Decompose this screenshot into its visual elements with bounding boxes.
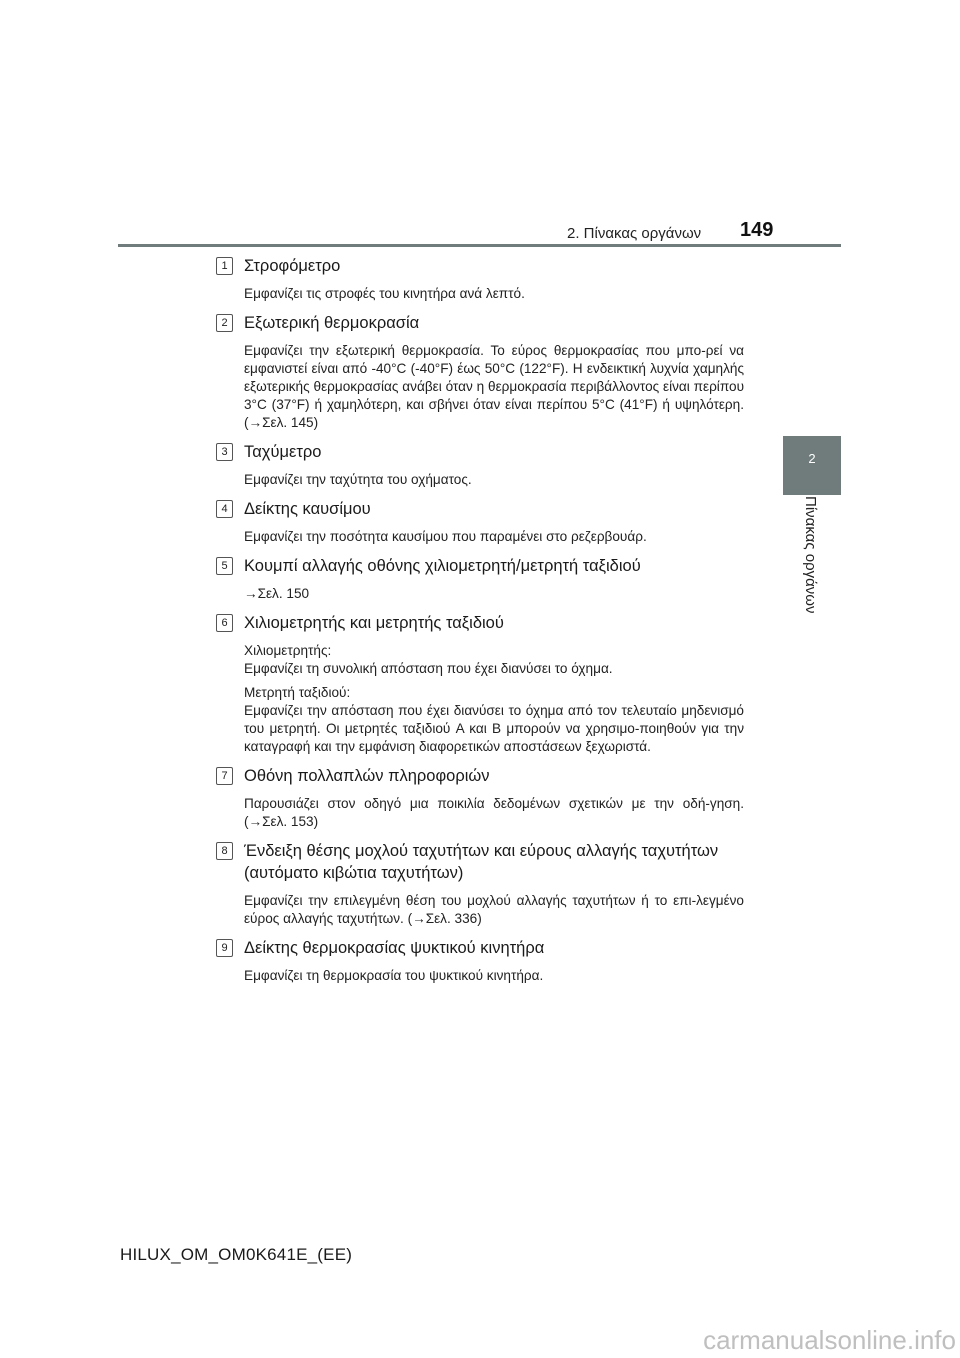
item-number-badge: 9: [216, 939, 233, 957]
description-paragraph: Εμφανίζει την ταχύτητα του οχήματος.: [244, 472, 472, 487]
item-title: Χιλιομετρητής και μετρητής ταξιδιού: [244, 614, 504, 632]
list-item: [216, 312, 744, 432]
item-number-badge: 4: [216, 500, 233, 518]
chapter-tab: [783, 436, 841, 495]
item-heading: [216, 937, 744, 959]
item-heading: [216, 255, 744, 277]
item-description: [244, 471, 744, 489]
item-number-badge: 1: [216, 257, 233, 275]
description-paragraph: Εμφανίζει τις στροφές του κινητήρα ανά λεπτό.: [244, 286, 525, 301]
item-title: Εξωτερική θερμοκρασία: [244, 314, 420, 332]
watermark: carmanualsonline.info: [703, 1325, 956, 1355]
item-number-badge: 7: [216, 767, 233, 785]
item-description: [244, 528, 744, 546]
list-item: [216, 840, 744, 928]
chapter-side-label: Πίνακας οργάνων: [802, 496, 819, 614]
item-title: Στροφόμετρο: [244, 257, 341, 275]
description-paragraph: Εμφανίζει την εξωτερική θερμοκρασία. Το εύρος θερμοκρασίας που μπο-ρεί να εμφανιστεί είναι από -40°C (-40°F) έως 50°C (122°F). Η ενδεικτική λυχνία χαμηλής εξωτερικής θερμοκρασίας ανάβει όταν η θερμοκρασία περιβάλλοντος είναι περίπου 3°C (37°F) ή χαμηλότερη, και σβήνει όταν είναι περίπου 5°C (41°F) ή υψηλότερη. (→Σελ. 145): [244, 343, 744, 430]
item-heading: [216, 441, 744, 463]
item-heading: [216, 765, 744, 787]
item-number-badge: 2: [216, 314, 233, 332]
item-heading: [216, 840, 744, 884]
item-number-badge: 8: [216, 842, 233, 860]
item-title: Ένδειξη θέσης μοχλού ταχυτήτων και εύρους αλλαγής ταχυτήτων (αυτόματο κιβώτια ταχυτήτων): [244, 842, 719, 882]
item-description: [244, 967, 744, 985]
item-description: [244, 585, 744, 603]
item-number-badge: 3: [216, 443, 233, 461]
page-number: 149: [740, 219, 774, 241]
list-item: [216, 612, 744, 756]
item-title: Ταχύμετρο: [244, 443, 322, 461]
item-title: Κουμπί αλλαγής οθόνης χιλιομετρητή/μετρητή ταξιδιού: [244, 557, 641, 575]
gauge-description-list: [216, 255, 744, 994]
list-item: [216, 498, 744, 546]
description-paragraph: Εμφανίζει τη θερμοκρασία του ψυκτικού κινητήρα.: [244, 968, 544, 983]
item-number-badge: 6: [216, 614, 233, 632]
description-paragraph: Χιλιομετρητής: Εμφανίζει τη συνολική απόσταση που έχει διανύσει το όχημα.: [244, 643, 613, 676]
item-description: [244, 892, 744, 928]
item-title: Δείκτης καυσίμου: [244, 500, 371, 518]
description-paragraph: Εμφανίζει την επιλεγμένη θέση του μοχλού αλλαγής ταχυτήτων ή το επι-λεγμένο εύρος αλλαγής ταχυτήτων. (→Σελ. 336): [244, 893, 744, 926]
description-paragraph: Εμφανίζει την ποσότητα καυσίμου που παραμένει στο ρεζερβουάρ.: [244, 529, 647, 544]
item-title: Οθόνη πολλαπλών πληροφοριών: [244, 767, 490, 785]
description-paragraph: Μετρητή ταξιδιού: Εμφανίζει την απόσταση που έχει διανύσει το όχημα από τον τελευταίο μηδενισμό του μετρητή. Οι μετρητές ταξιδιού A και B μπορούν να χρησιμο-ποιηθούν για την καταγραφή και την εμφάνιση διαφορετικών αποστάσεων ξεχωριστά.: [244, 685, 744, 754]
list-item: [216, 255, 744, 303]
item-heading: [216, 612, 744, 634]
item-heading: [216, 312, 744, 334]
chapter-number: 2: [808, 451, 816, 466]
item-description: [244, 342, 744, 432]
list-item: [216, 765, 744, 831]
item-description: [244, 795, 744, 831]
item-heading: [216, 555, 744, 577]
list-item: [216, 555, 744, 603]
header-divider: [118, 244, 841, 247]
item-title: Δείκτης θερμοκρασίας ψυκτικού κινητήρα: [244, 939, 545, 957]
list-item: [216, 441, 744, 489]
description-paragraph: →Σελ. 150: [244, 586, 310, 601]
section-title: 2. Πίνακας οργάνων: [567, 225, 702, 242]
item-description: [244, 285, 744, 303]
list-item: [216, 937, 744, 985]
item-heading: [216, 498, 744, 520]
document-id: HILUX_OM_OM0K641E_(EE): [120, 1245, 353, 1264]
item-number-badge: 5: [216, 557, 233, 575]
description-paragraph: Παρουσιάζει στον οδηγό μια ποικιλία δεδομένων σχετικών με την οδή-γηση. (→Σελ. 153): [244, 796, 744, 829]
item-description: [244, 642, 744, 756]
